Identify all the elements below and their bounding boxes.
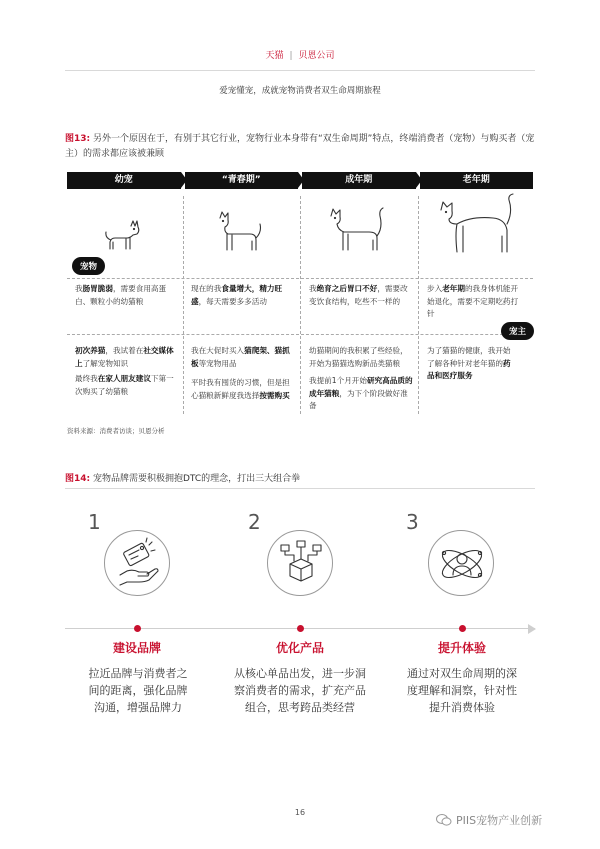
young-cat-icon [212,210,266,252]
timeline-dot-1 [134,625,141,632]
figure13-source: 资料来源：消费者访谈；贝恩分析 [67,427,165,435]
pet-need-senior: 步入老年期的我身体机能开始退化，需要不定期吃药打针 [427,284,519,318]
pet-need-adolescent: 现在的我食量增大，精力旺盛，每天需要多多活动 [191,284,283,306]
owner-need-kitten: 初次养猫，我试着在社交媒体上了解宠物知识 最终我在家人朋友建议下第一次购买了幼猫粮 [75,346,174,396]
price-tag-hand-icon [105,531,171,597]
step-number-1: 1 [88,510,101,534]
owner-tag: 宠主 [501,322,534,340]
figure14-rule [65,488,535,489]
pillar3-title: 提升体验 [437,641,486,655]
pillar1-body: 拉近品牌与消费者之 间的距离，强化品牌 沟通，增强品牌力 [88,667,188,714]
pet-need-adult: 我绝育之后胃口不好，需要改变饮食结构，吃些不一样的 [309,284,408,306]
page-header [0,48,600,61]
timeline-dot-3 [459,625,466,632]
header-separator: | [289,51,293,61]
pillar2-body: 从核心单品出发，进一步洞 察消费者的需求，扩充产品 组合，思考跨品类经营 [234,667,366,714]
pet-need-kitten: 我肠胃脆弱，需要食用高蛋白、颗粒小的幼猫粮 [75,284,167,306]
user-orbit-icon [429,531,495,597]
owner-need-adolescent: 我在大促时买入猫爬架、猫抓板等宠物用品 平时我有囤货的习惯，但是担心猫粮新鲜度我选择按需购买 [191,346,290,400]
kitten-icon [103,218,143,252]
brand-bain: 贝恩公司 [298,51,335,61]
lifecycle-stages [67,172,533,189]
stage-senior: 老年期 [420,172,534,189]
wechat-watermark: PIIS宠物产业创新 [436,812,542,828]
pillar2-circle [267,530,333,596]
timeline-dot-2 [297,625,304,632]
pet-tag: 宠物 [72,257,105,275]
column-divider [418,196,419,414]
pillar2-title: 优化产品 [275,641,324,655]
stage-adult: 成年期 [302,172,416,189]
figure13-label: 图13: [65,134,91,144]
figure13-text: 另外一个原因在于，有别于其它行业，宠物行业本身带有“双生命周期”特点，终端消费者（宠物）与购买者（宠主）的需求都应该被兼顾 [65,134,535,159]
timeline-arrowhead [528,624,536,634]
product-network-icon [268,531,334,597]
figure14-label: 图14: [65,474,91,484]
pillar3-circle [428,530,494,596]
wechat-icon [436,813,452,827]
figure13-caption [65,132,535,162]
pillar3-body: 通过对双生命周期的深 度理解和洞察，针对性 提升消费体验 [407,667,517,714]
owner-need-adult: 幼猫期间的我积累了些经验，开始为猫猫选购新品类猫粮 我提前1个月开始研究高品质的成年猫粮，为下个阶段做好准备 [309,346,413,410]
brand-tmall: 天猫 [265,51,284,61]
step-number-3: 3 [406,510,419,534]
figure14-text: 宠物品牌需要积极拥抱DTC的理念，打出三大组合拳 [93,474,301,484]
stage-kitten: 幼宠 [67,172,181,189]
row-divider [67,278,533,279]
adult-cat-icon [325,204,387,252]
pillar1-title: 建设品牌 [112,641,161,655]
column-divider [300,196,301,414]
step-number-2: 2 [248,510,261,534]
pillar1-circle [104,530,170,596]
page-number: 16 [294,808,306,817]
column-divider [183,196,184,414]
figure14-caption [65,471,300,484]
stage-adolescent: “青春期” [185,172,299,189]
owner-need-senior: 为了猫猫的健康，我开始了解各种针对老年猫的药品和医疗服务 [427,346,511,380]
senior-cat-icon [437,192,517,254]
header-rule [65,70,535,71]
section-subtitle: 爱宠懂宠，成就宠物消费者双生命周期旅程 [219,86,381,96]
row-divider [67,334,533,335]
